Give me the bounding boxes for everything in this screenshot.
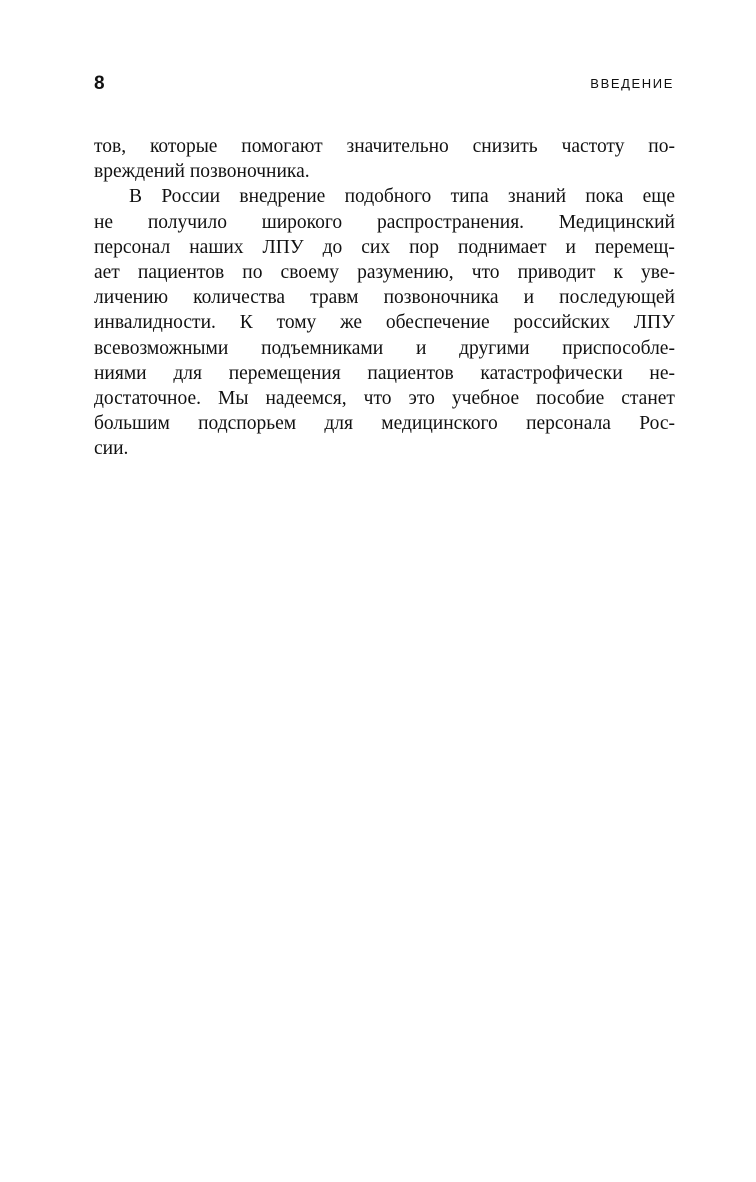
word: это <box>408 388 435 410</box>
word: что <box>363 388 392 410</box>
word: не- <box>649 362 675 384</box>
word: персонал <box>94 236 171 258</box>
text-line <box>94 285 675 310</box>
word: учебное <box>451 388 520 410</box>
word: наших <box>189 236 244 258</box>
word: и <box>415 337 427 359</box>
word: перемещ- <box>594 236 675 258</box>
text-line <box>94 260 675 285</box>
word: тому <box>276 312 317 334</box>
word: другими <box>459 337 530 359</box>
word: еще <box>642 186 675 208</box>
text-line <box>94 336 675 361</box>
word: сих <box>361 236 391 258</box>
word: внедрение <box>239 186 326 208</box>
word: и <box>565 236 576 258</box>
word: ает <box>94 262 120 284</box>
word: до <box>322 236 343 258</box>
paragraph <box>94 134 675 184</box>
text-line <box>94 361 675 386</box>
word: российских <box>513 312 610 334</box>
word: пор <box>409 236 440 258</box>
word: последующей <box>559 287 675 309</box>
word: широкого <box>261 211 343 233</box>
text-line: вреждений позвоночника. <box>94 161 310 183</box>
word: поднимает <box>458 236 547 258</box>
word: подспорьем <box>198 413 297 435</box>
word: уве- <box>641 262 675 284</box>
page-number: 8 <box>94 73 105 94</box>
text-line <box>94 411 675 436</box>
text-line <box>94 184 675 209</box>
word: что <box>471 262 500 284</box>
word: к <box>613 262 623 284</box>
text-line <box>94 235 675 260</box>
word: К <box>239 312 253 334</box>
word: распространения. <box>376 211 525 233</box>
word: личению <box>94 287 169 309</box>
word: достаточное. <box>94 388 201 410</box>
word: для <box>173 362 202 384</box>
text-line: сии. <box>94 438 129 460</box>
word: и <box>523 287 535 309</box>
word: значительно <box>346 136 449 157</box>
word: пособие <box>536 388 605 410</box>
word: пока <box>585 186 624 208</box>
word: медицинского <box>381 413 498 435</box>
word: помогают <box>241 136 323 157</box>
word: ниями <box>94 362 147 384</box>
word: позвоночника <box>383 287 499 309</box>
word: подобного <box>344 186 432 208</box>
word: В <box>129 186 143 208</box>
word: травм <box>310 287 359 309</box>
word: обеспечение <box>385 312 490 334</box>
word: приспособле- <box>562 337 675 359</box>
paragraph <box>94 184 675 461</box>
word: типа <box>450 186 489 208</box>
text-line <box>94 210 675 235</box>
word: приводит <box>517 262 596 284</box>
word: своему <box>280 262 340 284</box>
text-line <box>94 134 675 159</box>
text-line <box>94 310 675 335</box>
word: ЛПУ <box>262 236 304 258</box>
word: перемещения <box>228 362 341 384</box>
word: тов, <box>94 136 127 157</box>
word: же <box>340 312 363 334</box>
word: России <box>161 186 221 208</box>
word: пациентов <box>137 262 225 284</box>
word: частоту <box>561 136 625 157</box>
word: подъемниками <box>261 337 384 359</box>
word: всевозможными <box>94 337 229 359</box>
word: снизить <box>472 136 538 157</box>
word: инвалидности. <box>94 312 216 334</box>
word: которые <box>149 136 218 157</box>
word: знаний <box>507 186 567 208</box>
running-title: ВВЕДЕНИЕ <box>590 76 674 91</box>
word: ЛПУ <box>633 312 675 334</box>
body-text <box>94 134 675 462</box>
word: для <box>324 413 353 435</box>
word: не <box>94 211 114 233</box>
word: станет <box>621 388 675 410</box>
word: по <box>242 262 263 284</box>
text-line <box>94 386 675 411</box>
word: количества <box>193 287 286 309</box>
word: большим <box>94 413 170 435</box>
word: персонала <box>526 413 611 435</box>
word: катастрофически <box>480 362 623 384</box>
word: разумению, <box>357 262 454 284</box>
word: Мы <box>218 388 249 410</box>
word: Медицинский <box>558 211 675 233</box>
word: получило <box>147 211 227 233</box>
word: Рос- <box>639 413 675 435</box>
word: надеемся, <box>265 388 347 410</box>
word: пациентов <box>367 362 454 384</box>
word: по- <box>648 136 675 157</box>
